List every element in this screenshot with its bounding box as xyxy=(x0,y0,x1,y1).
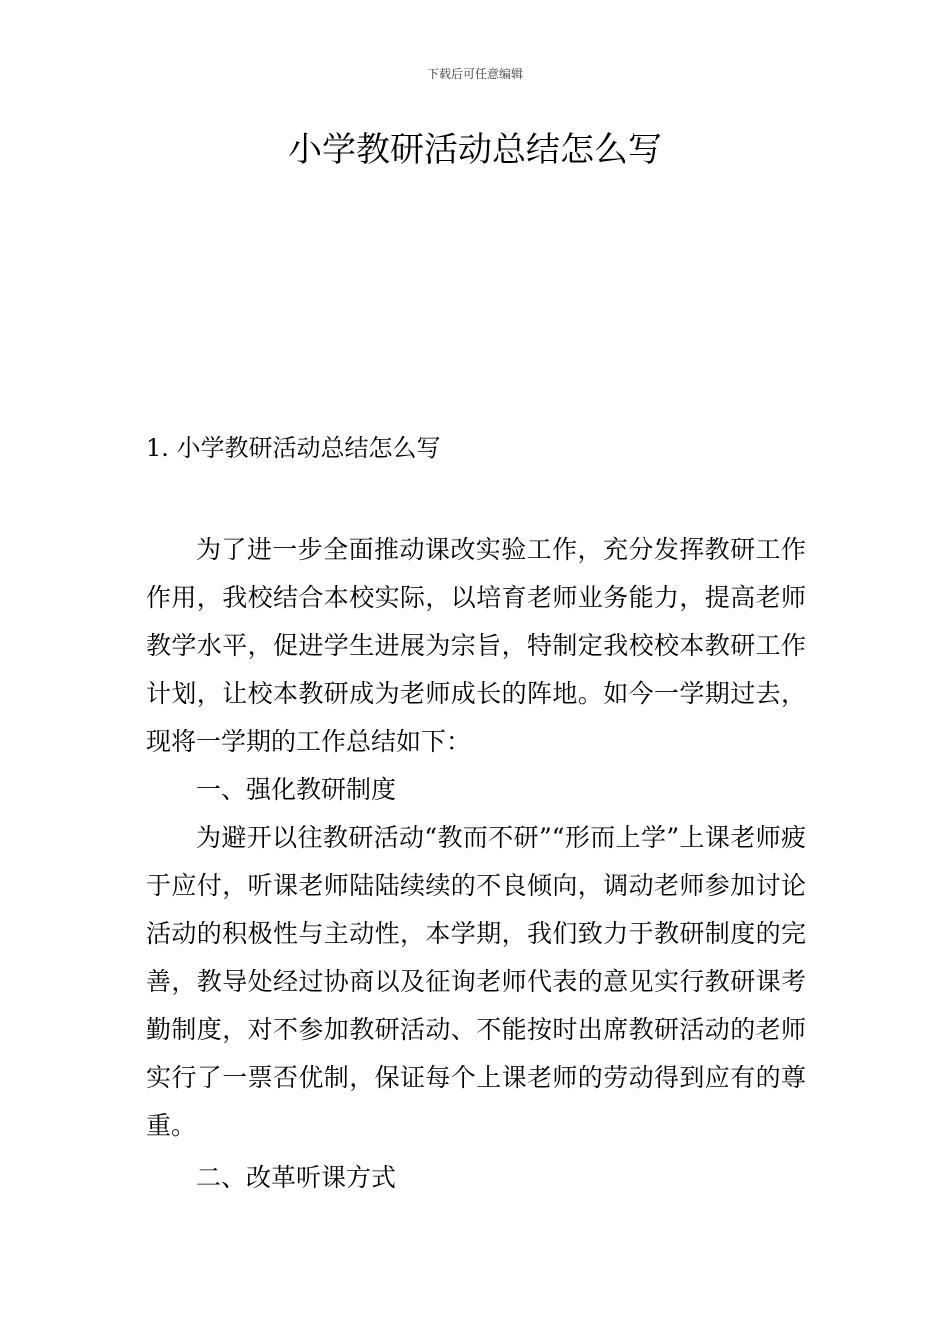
subheading-strengthen-system: 一、强化教研制度 xyxy=(196,775,397,804)
header-note: 下载后可任意编辑 xyxy=(426,67,523,81)
document-body xyxy=(146,526,806,1202)
section-heading: 1. 小学教研活动总结怎么写 xyxy=(146,434,441,462)
document-title: 小学教研活动总结怎么写 xyxy=(288,130,662,170)
paragraph-intro: 为了进一步全面推动课改实验工作，充分发挥教研工作作用，我校结合本校实际，以培育老师业务能力，提高老师教学水平，促进学生进展为宗旨，特制定我校校本教研工作计划，让校本教研成为老师成长的阵地。如今一学期过去，现将一学期的工作总结如下： xyxy=(146,535,806,756)
subheading-reform-lecture: 二、改革听课方式 xyxy=(196,1163,397,1192)
paragraph-strengthen-system: 为避开以往教研活动“教而不研”“形而上学”上课老师疲于应付，听课老师陆陆续续的不良倾向，调动老师参加讨论活动的积极性与主动性，本学期，我们致力于教研制度的完善，教导处经过协商以及征询老师代表的意见实行教研课考勤制度，对不参加教研活动、不能按时出席教研活动的老师实行了一票否优制，保证每个上课老师的劳动得到应有的尊重。 xyxy=(146,823,806,1140)
